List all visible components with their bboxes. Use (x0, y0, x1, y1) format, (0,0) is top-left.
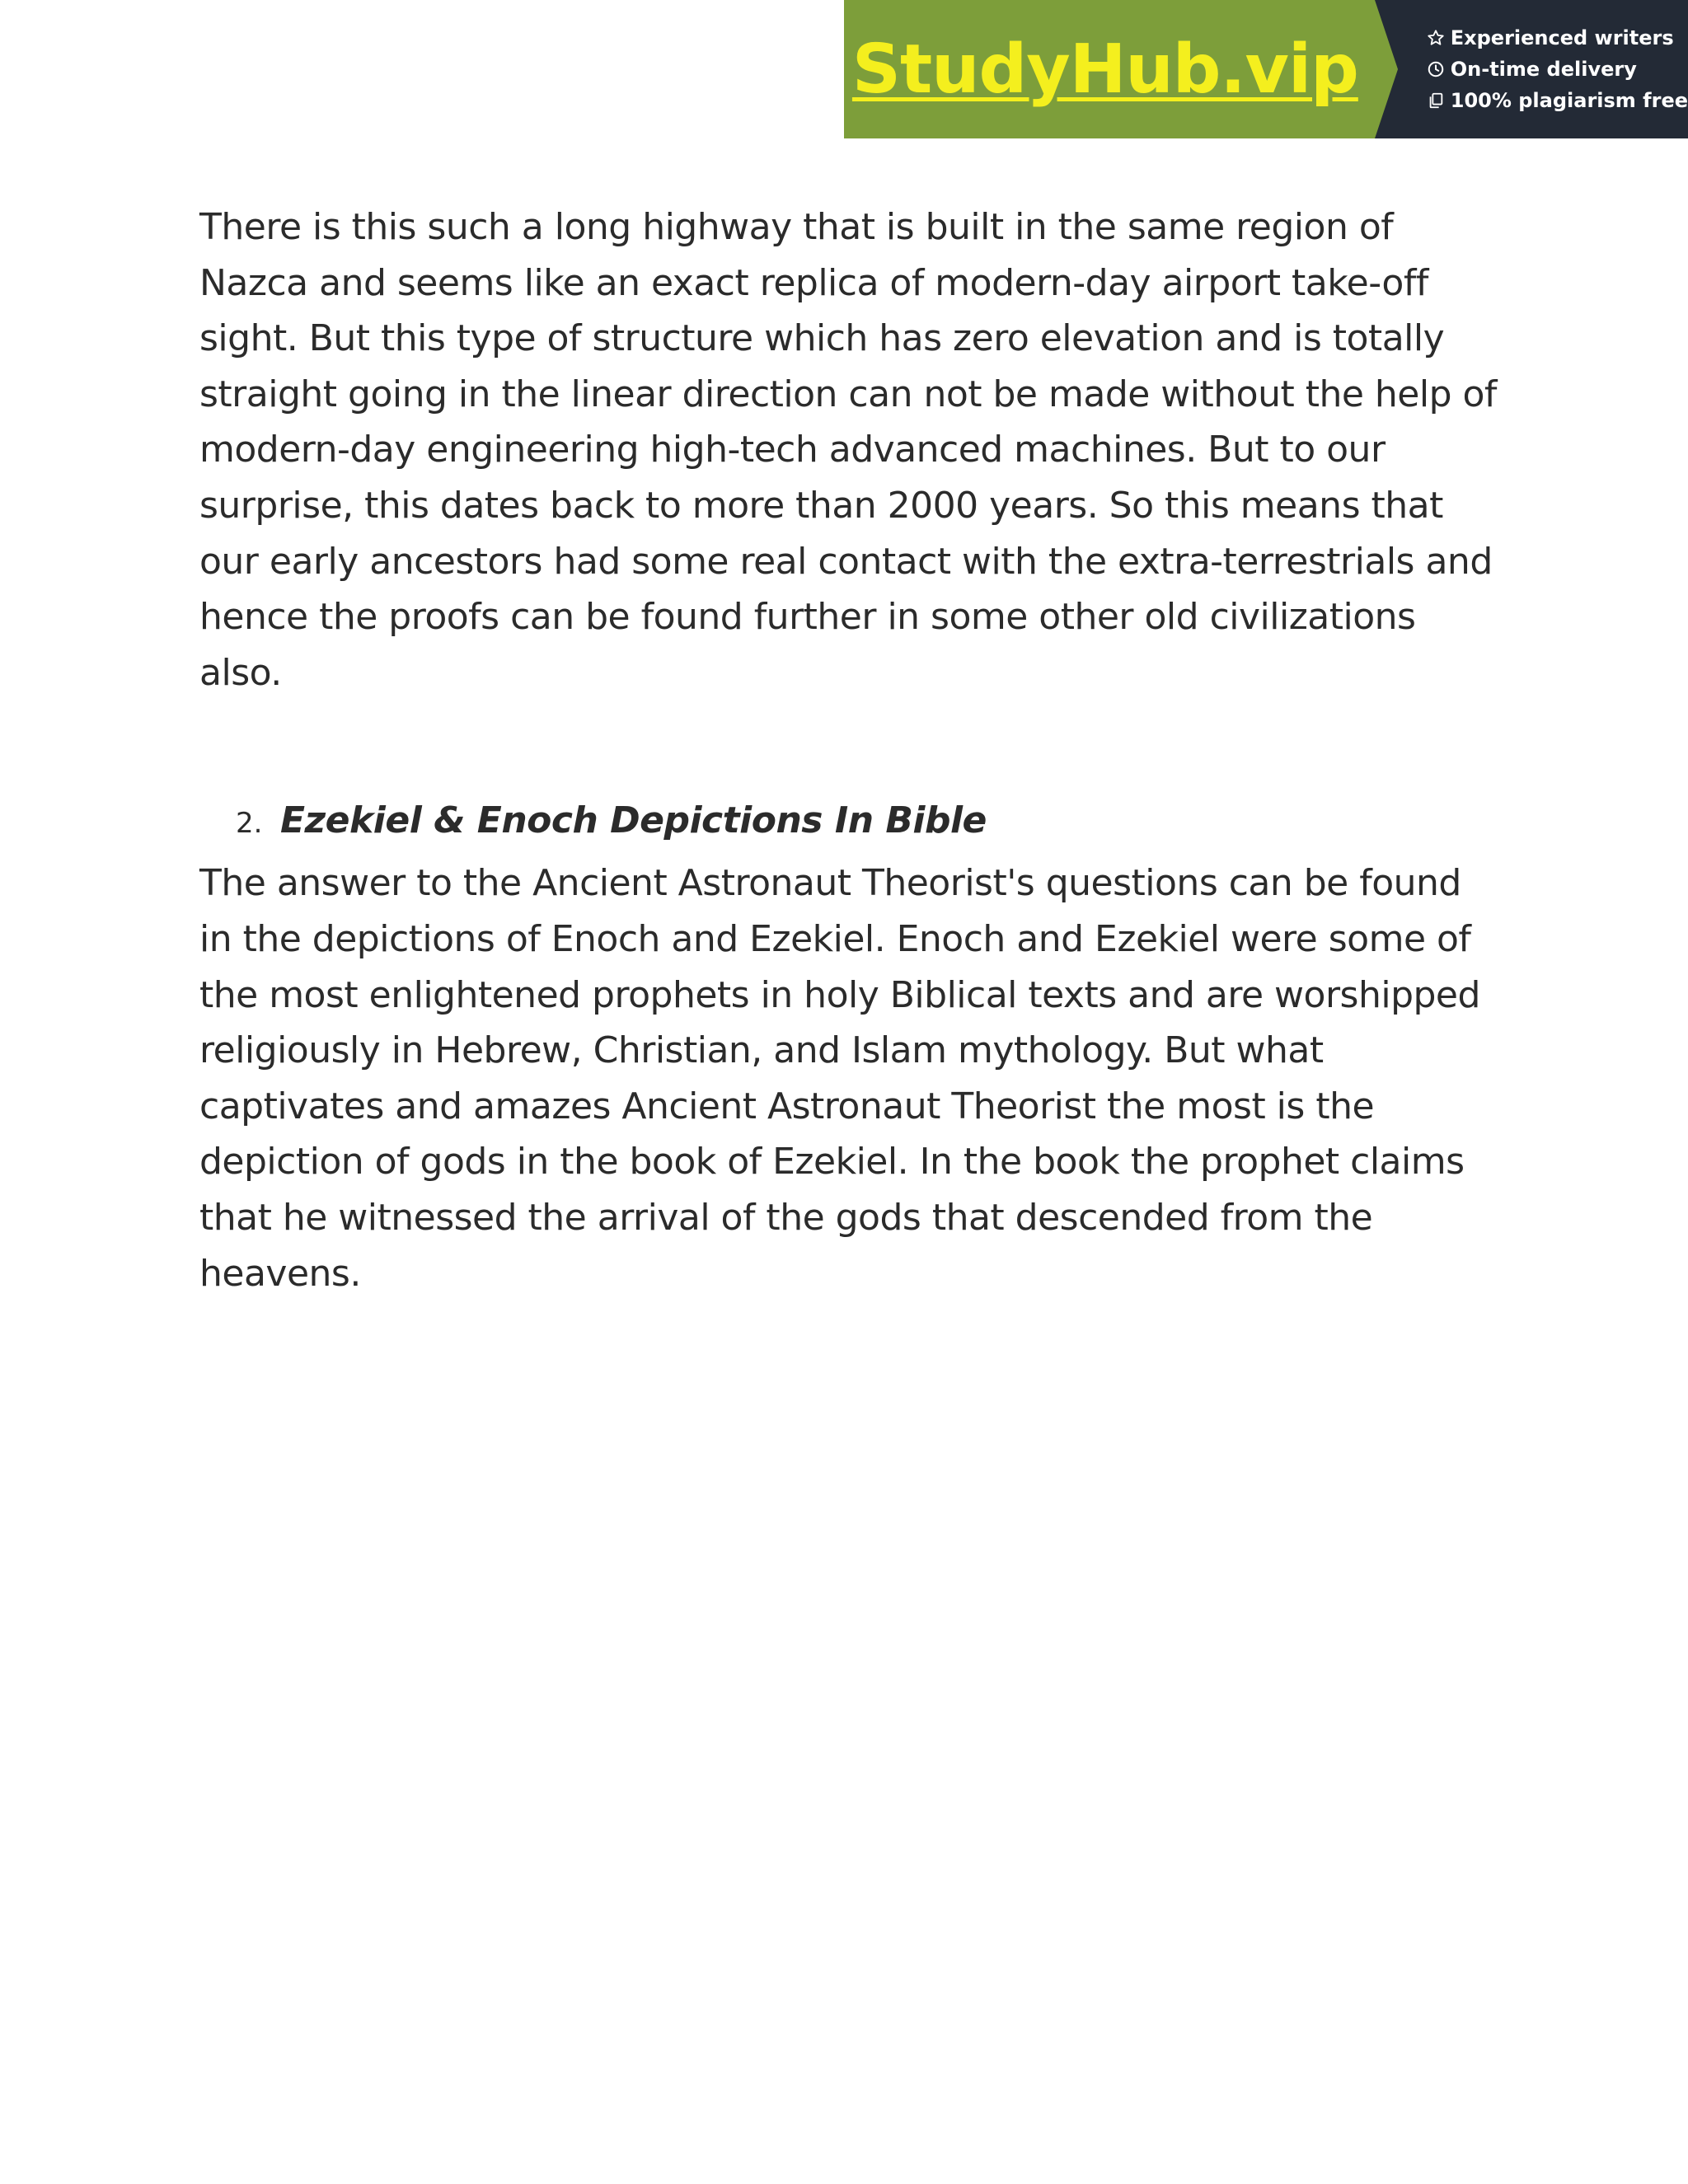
clock-icon (1426, 59, 1446, 79)
feature-experienced-writers (1426, 26, 1688, 49)
banner-features (1375, 0, 1688, 138)
list-number: 2. (236, 807, 263, 841)
feature-label: Experienced writers (1450, 26, 1674, 49)
feature-label: On-time delivery (1450, 58, 1637, 81)
list-item-heading (199, 799, 1502, 855)
feature-label: 100% plagiarism free (1450, 89, 1688, 112)
logo-text: StudyHub.vip (851, 30, 1358, 109)
banner-logo[interactable] (844, 0, 1375, 138)
copy-icon (1426, 91, 1446, 110)
feature-on-time-delivery (1426, 58, 1688, 81)
section-heading: Ezekiel & Enoch Depictions In Bible (280, 799, 987, 842)
star-icon (1426, 28, 1446, 48)
document-body (199, 199, 1502, 1301)
paragraph-ezekiel-enoch: The answer to the Ancient Astronaut Theorist's questions can be found in the depictions of Enoch and Ezekiel. Enoch and Ezekiel were some of the most enlightened prophets in holy Biblical texts and are worshipped religiously in Hebrew, Christian, and Islam mythology. But what captivates and amazes Ancient Astronaut Theorist the most is the depiction of gods in the book of Ezekiel. In the book the prophet claims that he witnessed the arrival of the gods that descended from the heavens. (199, 862, 1480, 1295)
paragraph-nazca-highway: There is this such a long highway that is built in the same region of Nazca and seems like an exact replica of modern-day airport take-off sight. But this type of structure which has zero elevation and is totally straight going in the linear direction can not be made without the help of modern-day engineering high-tech advanced machines. But to our surprise, this dates back to more than 2000 years. So this means that our early ancestors had some real contact with the extra-terrestrials and hence the proofs can be found further in some other old civilizations also. (199, 206, 1497, 694)
feature-plagiarism-free (1426, 89, 1688, 112)
studyhub-banner[interactable] (844, 0, 1688, 138)
